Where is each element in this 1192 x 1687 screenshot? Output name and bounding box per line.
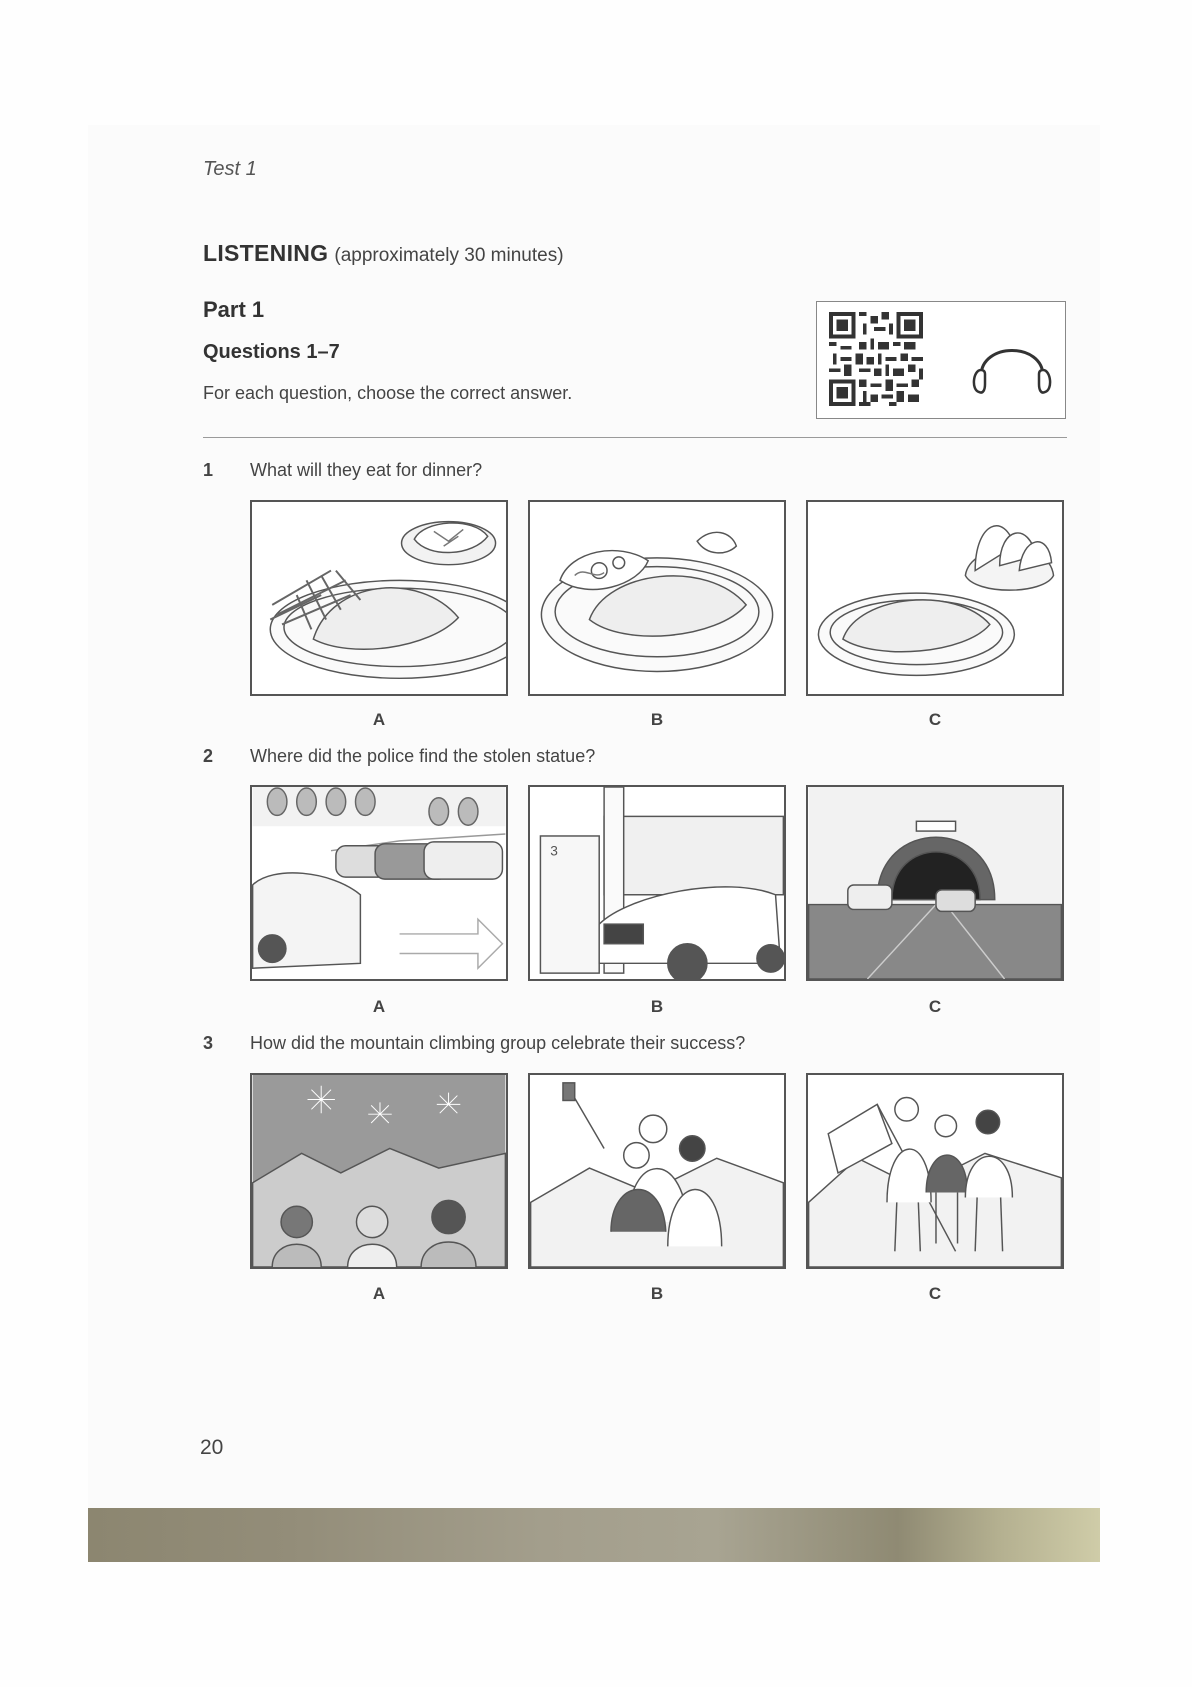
- question-3-option-c-image[interactable]: [806, 1073, 1064, 1269]
- option-letter: C: [928, 1284, 942, 1303]
- question-2-option-a-image[interactable]: [250, 785, 508, 981]
- question-range: Questions 1–7: [203, 341, 340, 363]
- question-1-option-b-image[interactable]: [528, 500, 786, 696]
- section-subtitle: (approximately 30 minutes): [334, 245, 564, 266]
- svg-text:3: 3: [550, 843, 558, 859]
- option-letter: A: [372, 997, 386, 1016]
- section-title-main: LISTENING: [203, 240, 329, 266]
- question-text: What will they eat for dinner?: [250, 460, 483, 480]
- option-letter: B: [650, 1284, 664, 1303]
- question-3-option-b-image[interactable]: [528, 1073, 786, 1269]
- question-text: Where did the police find the stolen statue?: [250, 746, 596, 766]
- option-letter: B: [650, 710, 664, 729]
- section-title: [203, 240, 564, 267]
- question-text: How did the mountain climbing group celebrate their success?: [250, 1033, 746, 1053]
- question-1-option-c-image[interactable]: [806, 500, 1064, 696]
- option-letter: C: [928, 997, 942, 1016]
- audio-box[interactable]: [816, 301, 1066, 419]
- question-2-option-c-image[interactable]: [806, 785, 1064, 981]
- section-divider: [203, 437, 1067, 438]
- instruction-text: For each question, choose the correct answer.: [203, 383, 573, 403]
- option-letter: B: [650, 997, 664, 1016]
- question-number: 2: [203, 746, 214, 766]
- option-letter: C: [928, 710, 942, 729]
- question-1-option-a-image[interactable]: [250, 500, 508, 696]
- option-letter: A: [372, 1284, 386, 1303]
- part-title: Part 1: [203, 297, 265, 322]
- question-3-option-a-image[interactable]: [250, 1073, 508, 1269]
- test-label: Test 1: [203, 158, 257, 180]
- option-letter: A: [372, 710, 386, 729]
- question-2-option-b-image[interactable]: [528, 785, 786, 981]
- footer-band: [88, 1508, 1100, 1562]
- qr-code-icon[interactable]: [829, 312, 923, 406]
- headphones-icon[interactable]: [967, 324, 1057, 400]
- question-number: 3: [203, 1033, 214, 1053]
- page-number: 20: [200, 1436, 224, 1459]
- question-number: 1: [203, 460, 214, 480]
